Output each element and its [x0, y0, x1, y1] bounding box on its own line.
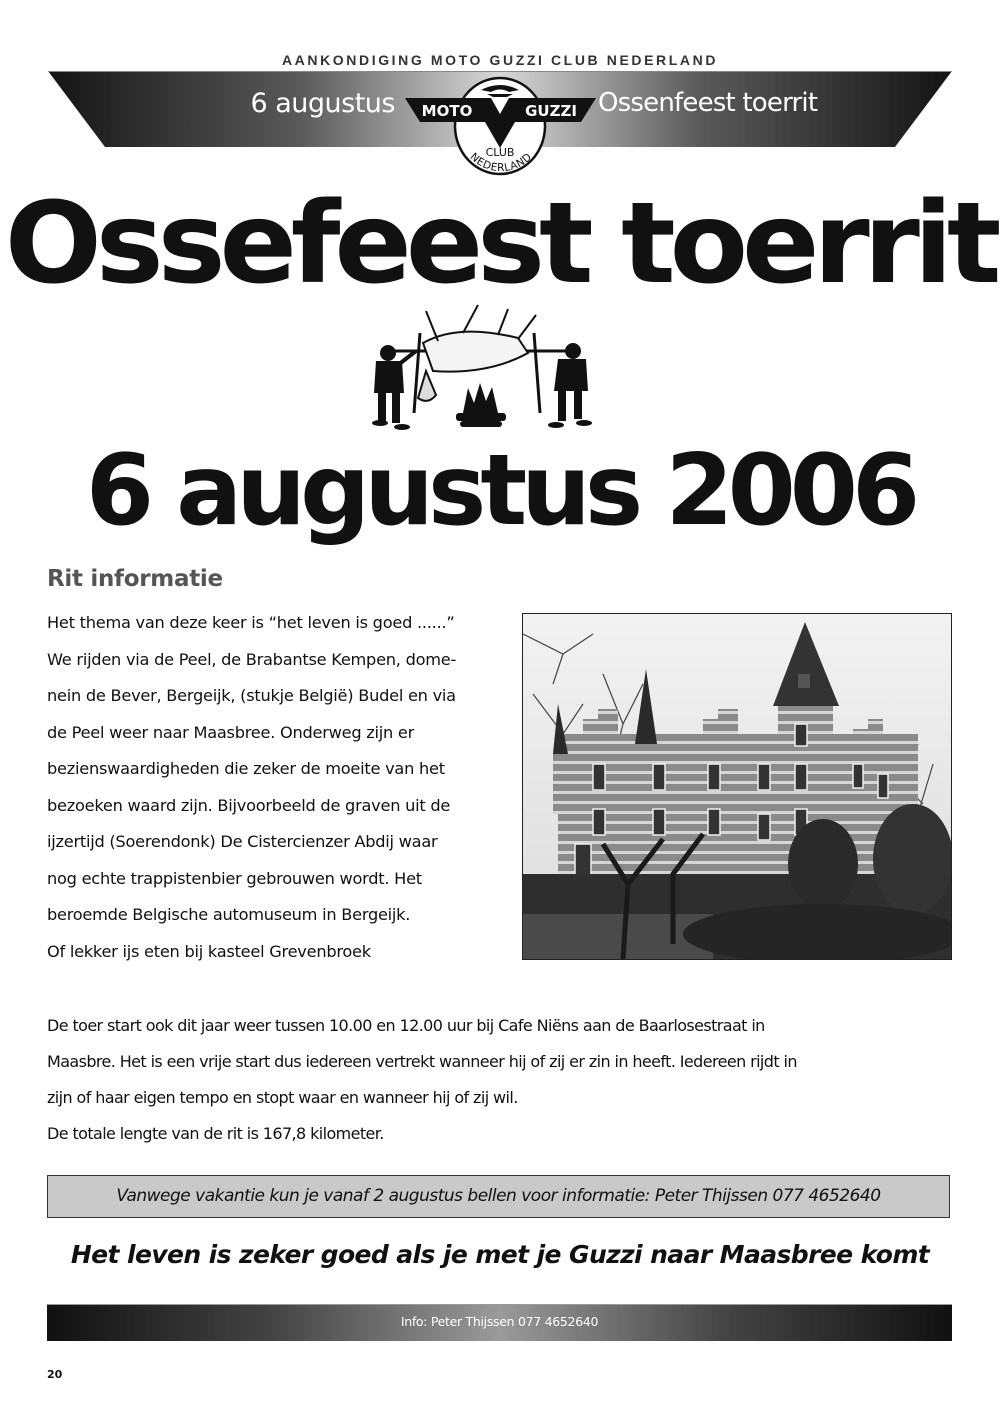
rit-info-line: Of lekker ijs eten bij kasteel Grevenbroek	[47, 941, 371, 961]
footer-info-bar: Info: Peter Thijssen 077 4652640	[47, 1304, 952, 1341]
banner-event-name: Ossenfeest toerrit	[598, 88, 818, 118]
page-number: 20	[47, 1368, 63, 1381]
start-info-line: De totale lengte van de rit is 167,8 kilometer.	[47, 1124, 384, 1143]
rit-info-line: ijzertijd (Soerendonk) De Cistercienzer Abdij waar	[47, 832, 438, 851]
event-date: 6 augustus 2006	[85, 434, 915, 548]
ox-roast-illustration	[368, 303, 600, 443]
start-info-line: zijn of haar eigen tempo en stopt waar en wanneer hij of zij wil.	[47, 1088, 518, 1107]
rit-info-line: Het thema van deze keer is “het leven is goed ......”	[47, 613, 455, 632]
moto-guzzi-club-logo	[403, 76, 598, 176]
rit-info-line: nog echte trappistenbier gebrouwen wordt. Het	[47, 868, 422, 888]
logo-club-text: CLUB	[485, 146, 515, 159]
start-info-paragraph	[47, 1008, 957, 1152]
logo-word-guzzi: GUZZI	[525, 102, 577, 120]
start-info-line: De toer start ook dit jaar weer tussen 10.00 en 12.00 uur bij Cafe Niëns aan de Baarlosestraat in	[47, 1016, 765, 1035]
start-info-line: Maasbre. Het is een vrije start dus iedereen vertrekt wanneer hij of zij er zin in heeft. Iedereen rijdt in	[47, 1052, 797, 1071]
vacation-notice-box: Vanwege vakantie kun je vanaf 2 augustus bellen voor informatie: Peter Thijssen 077 4652640	[47, 1175, 950, 1218]
logo-word-moto: MOTO	[421, 102, 473, 120]
kicker-heading: AANKONDIGING MOTO GUZZI CLUB NEDERLAND	[281, 52, 719, 68]
rit-info-line: We rijden via de Peel, de Brabantse Kempen, dome-	[47, 649, 457, 669]
logo-nederland-text: NEDERLAND	[467, 150, 535, 175]
rit-info-line: bezoeken waard zijn. Bijvoorbeeld de graven uit de	[47, 795, 451, 815]
event-title: Ossefeest toerrit	[4, 179, 996, 309]
rit-info-paragraph	[47, 605, 517, 970]
castle-photo	[522, 613, 952, 960]
rit-info-line: bezienswaardigheden die zeker de moeite van het	[47, 759, 445, 778]
banner-date: 6 augustus	[250, 88, 395, 119]
rit-info-line: beroemde Belgische automuseum in Bergeijk.	[47, 905, 411, 924]
slogan: Het leven is zeker goed als je met je Guzzi naar Maasbree komt	[70, 1240, 930, 1269]
rit-info-line: de Peel weer naar Maasbree. Onderweg zijn er	[47, 722, 415, 742]
rit-info-line: nein de Bever, Bergeijk, (stukje België) Budel en via	[47, 686, 456, 705]
section-heading-rit-informatie: Rit informatie	[47, 566, 223, 592]
